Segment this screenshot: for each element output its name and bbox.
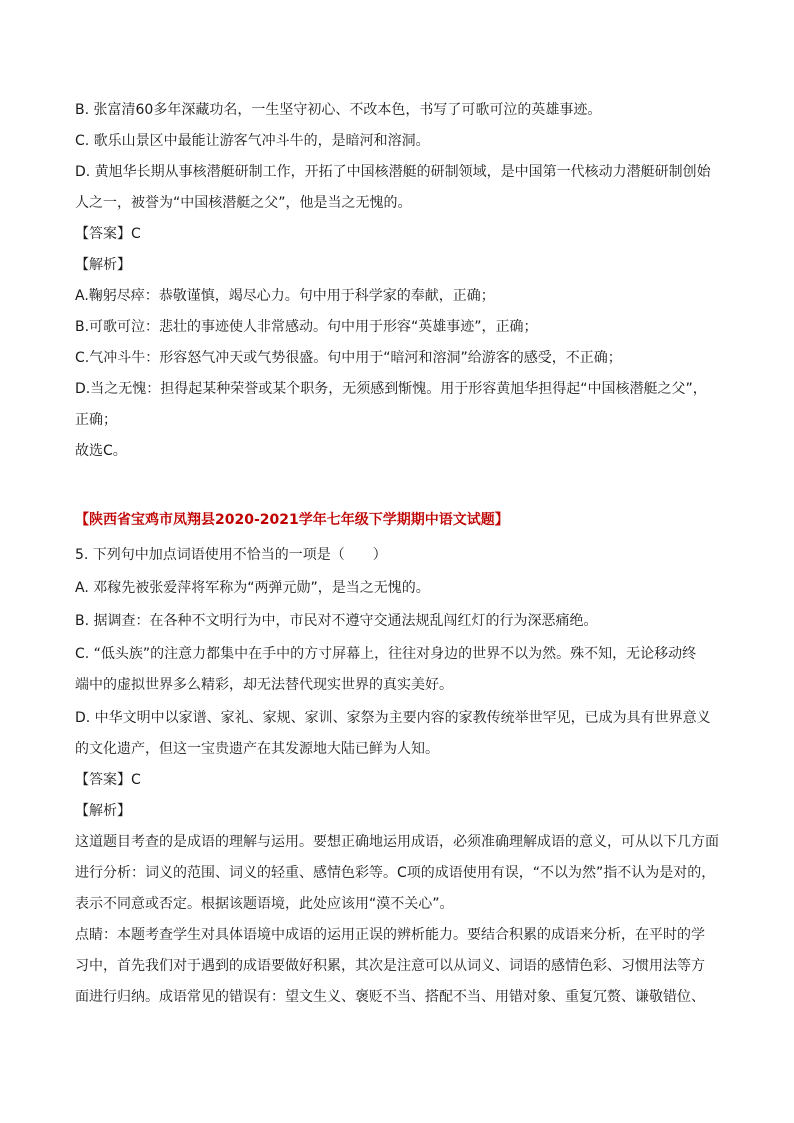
comment-line-2: 习中，首先我们对于遇到的成语要做好积累，其次是注意可以从词义、词语的感情色彩、习惯用法等方 (75, 958, 705, 974)
question-stem: 5. 下列句中加点词语使用不恰当的一项是（ ） (75, 547, 387, 563)
analysis-line-a: A.鞠躬尽瘁：恭敬谨慎，竭尽心力。句中用于科学家的奉献，正确； (75, 288, 495, 304)
analysis-line-3: 表示不同意或否定。根据该题语境，此处应该用“漠不关心”。 (75, 896, 454, 912)
conclusion-line: 故选C。 (75, 443, 127, 459)
option-c-line: C. 歌乐山景区中最能让游客气冲斗牛的，是暗河和溶洞。 (75, 133, 430, 149)
analysis-line-d-cont: 正确； (75, 412, 117, 428)
option-d-line: D. 中华文明中以家谱、家礼、家规、家训、家祭为主要内容的家教传统举世罕见，已成为具有世界意义 (75, 710, 711, 726)
analysis-label: 【解析】 (75, 257, 131, 273)
option-c-line: C. “低头族”的注意力都集中在手中的方寸屏幕上，往往对身边的世界不以为然。殊不知，无论移动终 (75, 646, 697, 662)
option-b-line: B. 张富清60多年深藏功名，一生坚守初心、不改本色，书写了可歌可泣的英雄事迹。 (75, 102, 602, 118)
option-a-line: A. 邓稼先被张爱萍将军称为“两弹元勋”，是当之无愧的。 (75, 580, 430, 596)
analysis-line-1: 这道题目考查的是成语的理解与运用。要想正确地运用成语，必须准确理解成语的意义，可从以下几方面 (75, 834, 719, 850)
option-b-line: B. 据调查：在各种不文明行为中，市民对不遵守交通法规乱闯红灯的行为深恶痛绝。 (75, 613, 598, 629)
analysis-line-2: 进行分析：词义的范围、词义的轻重、感情色彩等。C项的成语使用有误，“不以为然”指不认为是对的， (75, 865, 716, 881)
option-d-line-cont: 的文化遗产，但这一宝贵遗产在其发源地大陆已鲜为人知。 (75, 741, 439, 757)
analysis-line-c: C.气冲斗牛：形容怒气冲天或气势很盛。句中用于“暗河和溶洞”给游客的感受，不正确； (75, 350, 622, 366)
answer-label: 【答案】C (75, 226, 141, 242)
comment-line-1: 点睛：本题考查学生对具体语境中成语的运用正误的辨析能力。要结合积累的成语来分析，在平时的学 (75, 927, 705, 943)
analysis-label: 【解析】 (75, 803, 131, 819)
option-d-line-cont: 人之一，被誉为“中国核潜艇之父”，他是当之无愧的。 (75, 195, 412, 211)
answer-label: 【答案】C (75, 772, 141, 788)
source-title: 【陕西省宝鸡市凤翔县2020-2021学年七年级下学期期中语文试题】 (75, 512, 509, 528)
option-c-line-cont: 端中的虚拟世界多么精彩，却无法替代现实世界的真实美好。 (75, 677, 453, 693)
analysis-line-b: B.可歌可泣：悲壮的事迹使人非常感动。句中用于形容“英雄事迹”，正确； (75, 319, 538, 335)
analysis-line-d: D.当之无愧：担得起某种荣誉或某个职务，无须感到惭愧。用于形容黄旭华担得起“中国核潜艇之父”， (75, 381, 707, 397)
comment-line-3: 面进行归纳。成语常见的错误有：望文生义、褒贬不当、搭配不当、用错对象、重复冗赘、谦敬错位、 (75, 989, 705, 1005)
option-d-line: D. 黄旭华长期从事核潜艇研制工作，开拓了中国核潜艇的研制领域，是中国第一代核动力潜艇研制创始 (75, 164, 711, 180)
